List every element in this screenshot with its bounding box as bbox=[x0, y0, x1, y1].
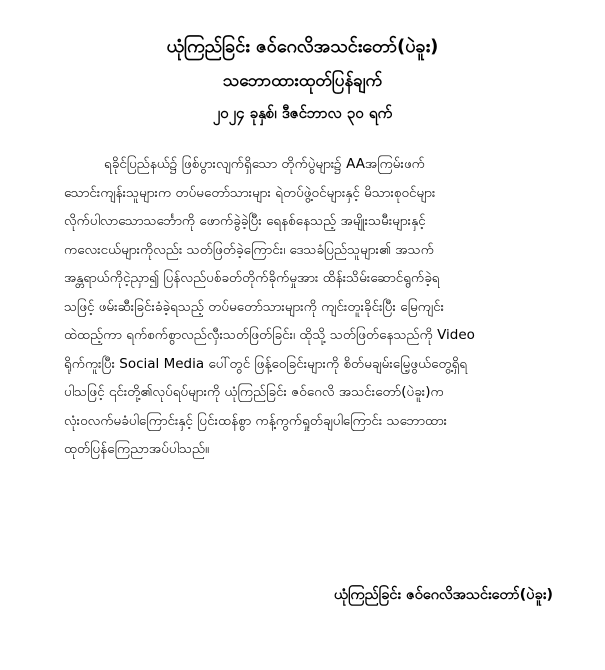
body-line: ရိုက်ကူးပြီး Social Media ပေါ်တွင် ဖြန့်ဝေခြင်းများကို စိတ်မချမ်းမြေ့ဖွယ်တွေ့ရှိရ bbox=[64, 355, 468, 372]
body-line: ပါသဖြင့် ၎င်းတို့၏လုပ်ရပ်များကို ယုံကြည်ခြင်း ဇဝ်ဂေလိ အသင်းတော်(ပဲခူး)က bbox=[64, 384, 444, 400]
body-line: ရခိုင်ပြည်နယ်၌ ဖြစ်ပွားလျက်ရှိသော တိုက်ပွဲများ၌ AAအကြမ်းဖက် bbox=[104, 156, 425, 172]
body-line: ထဲထည့်ကာ ရက်စက်စွာလည်လှီးသတ်ဖြတ်ခြင်း၊ ထိုသို့ သတ်ဖြတ်နေသည်ကို Video bbox=[64, 327, 475, 343]
signature-organization: ယုံကြည်ခြင်း ဇဝ်ဂေလိအသင်းတော်(ပဲခူး) bbox=[334, 587, 553, 603]
body-line: သဖြင့် ဖမ်းဆီးခြင်းခံခဲ့ရသည့် တပ်မတော်သားများကို ကျင်းတူးခိုင်းပြီး မြေကျင်း bbox=[64, 298, 445, 315]
statement-date: ၂၀၂၄ ခုနှစ်၊ ဒီဇင်ဘာလ ၃၀ ရက် bbox=[212, 104, 393, 122]
organization-title: ယုံကြည်ခြင်း ဇဝ်ဂေလိအသင်းတော်(ပဲခူး) bbox=[166, 36, 439, 57]
body-line: လိုက်ပါလာသောသင်္ဘောကို ဖောက်ခွဲခဲ့ပြီး ရေနစ်နေသည့် အမျိုးသမီးများနှင့် bbox=[64, 213, 426, 229]
body-line: ကလေးငယ်များကိုလည်း သတ်ဖြတ်ခဲ့ကြောင်း၊ ဒေသခံပြည်သူများ၏ အသက် bbox=[64, 241, 434, 258]
body-line: အန္တရာယ်ကိုငဲ့ညှာ၍ ပြန်လည်ပစ်ခတ်တိုက်ခိုက်မှုအား ထိန်းသိမ်းဆောင်ရွက်ခဲ့ရ bbox=[64, 270, 440, 286]
body-line: သောင်းကျန်းသူများက တပ်မတော်သားများ ရဲတပ်ဖွဲ့ဝင်များနှင့် မိသားစုဝင်များ bbox=[64, 184, 436, 201]
statement-body bbox=[64, 150, 552, 464]
body-line: လုံးဝလက်မခံပါကြောင်းနှင့် ပြင်းထန်စွာ ကန့်ကွက်ရှုတ်ချပါကြောင်း သဘောထား bbox=[64, 412, 448, 429]
document-type-heading: သဘောထားထုတ်ပြန်ချက် bbox=[222, 71, 383, 91]
body-line: ထုတ်ပြန်ကြေညာအပ်ပါသည်။ bbox=[64, 441, 210, 457]
